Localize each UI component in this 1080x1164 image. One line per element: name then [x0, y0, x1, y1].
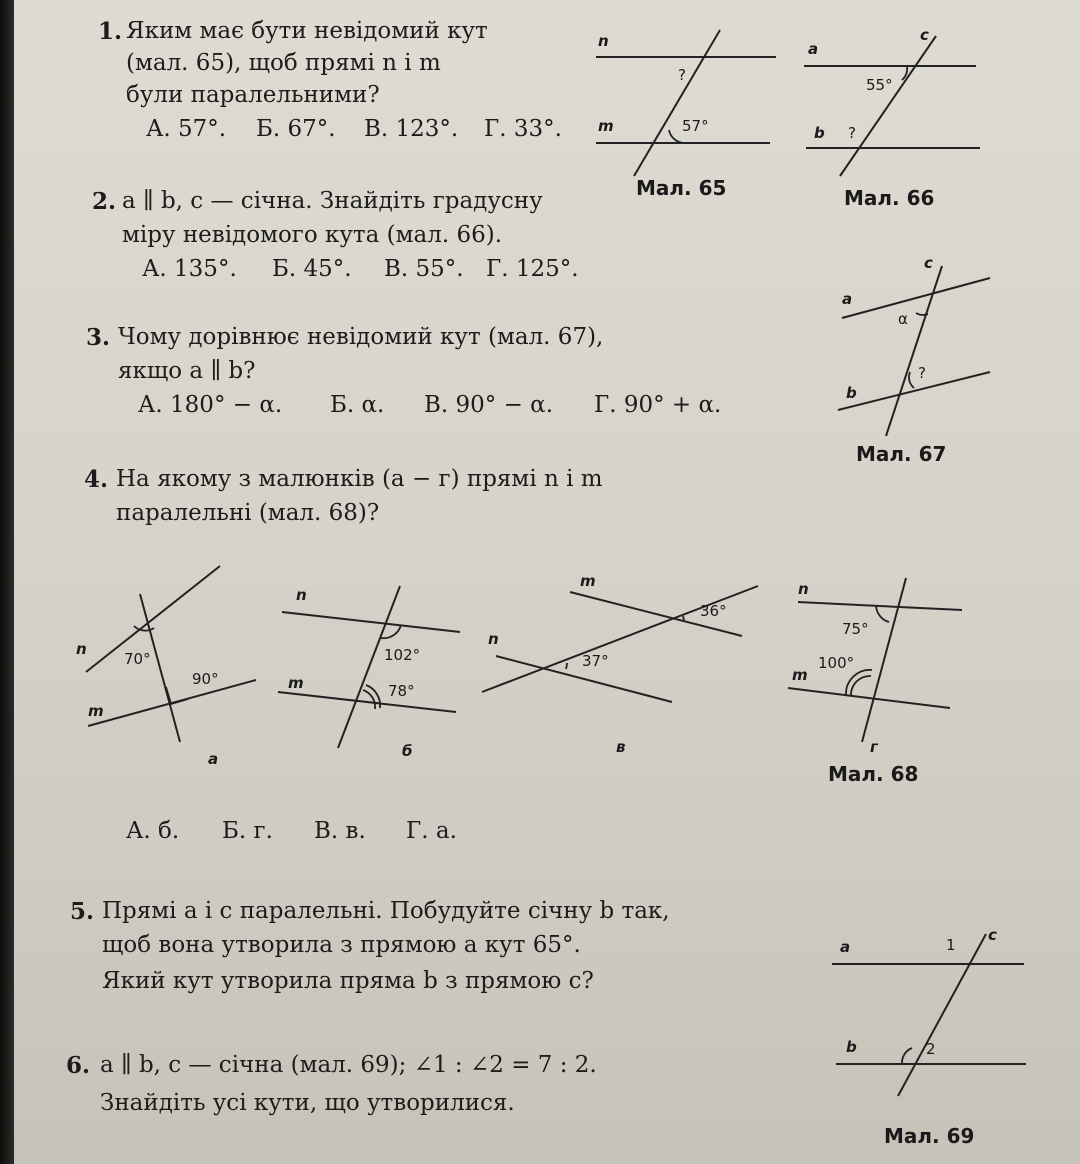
fig68a-line-n [86, 566, 220, 672]
fig68d-label-n: n [798, 580, 809, 598]
fig68a-angle2: 90° [192, 670, 219, 688]
fig68c-angle2: 36° [700, 602, 727, 620]
fig69-label-b: b [846, 1038, 857, 1056]
fig68-caption: Мал. 68 [828, 762, 919, 786]
fig68c-angle-arc-1 [566, 663, 567, 669]
fig69-angle-2: 2 [926, 1040, 936, 1058]
q2-option-a: А. 135°. [142, 256, 237, 282]
fig65-transversal [634, 30, 720, 176]
fig69-label-c: c [988, 926, 997, 944]
fig68c-angle1: 37° [582, 652, 609, 670]
figure-68-b [278, 586, 460, 760]
q5-line-3: Який кут утворила пряма b з прямою c? [102, 968, 594, 994]
q1-option-a: А. 57°. [146, 116, 227, 142]
fig69-label-a: a [840, 938, 851, 956]
fig68a-angle1: 70° [124, 650, 151, 668]
fig68d-label-m: m [792, 666, 808, 684]
q1-number: 1. [98, 18, 123, 45]
q2-line-2: міру невідомого кута (мал. 66). [122, 222, 503, 248]
q2-line-1: a ∥ b, c — січна. Знайдіть градусну [122, 188, 543, 214]
q1-option-c: В. 123°. [364, 116, 459, 142]
q6-number: 6. [66, 1052, 91, 1079]
fig68a-transversal [140, 594, 180, 742]
q5-number: 5. [70, 898, 95, 925]
fig68d-angle-arc-2b [851, 676, 871, 696]
q3-line-2: якщо a ∥ b? [118, 358, 256, 384]
fig65-angle: 57° [682, 117, 709, 135]
fig67-line-b [838, 372, 990, 410]
q2-option-b: Б. 45°. [272, 256, 352, 282]
fig65-label-m: m [598, 117, 614, 135]
fig68a-label-n: n [76, 640, 87, 658]
fig68c-letter: в [616, 738, 626, 756]
q3-option-c: В. 90° − α. [424, 392, 554, 418]
fig69-angle-1: 1 [946, 936, 956, 954]
fig68b-transversal [338, 586, 400, 748]
fig68b-letter: б [402, 742, 413, 760]
q1-line-1: Яким має бути невідомий кут [126, 18, 488, 44]
fig69-angle-arc-2 [902, 1048, 912, 1064]
fig67-line-a [842, 278, 990, 318]
q5-line-1: Прямі a і c паралельні. Побудуйте січну b так, [102, 898, 670, 924]
fig68d-angle-arc-1 [876, 605, 889, 622]
fig67-transversal-c [886, 266, 942, 436]
fig66-caption: Мал. 66 [844, 186, 935, 210]
q4-line-1: На якому з малюнків (а − г) прямі n і m [116, 466, 603, 492]
q1-option-d: Г. 33°. [484, 116, 562, 142]
fig68b-label-m: m [288, 674, 304, 692]
fig65-caption: Мал. 65 [636, 176, 727, 200]
fig66-transversal-c [840, 36, 936, 176]
q2-option-d: Г. 125°. [486, 256, 579, 282]
q3-option-a: А. 180° − α. [138, 392, 283, 418]
fig68d-angle1: 75° [842, 620, 869, 638]
figure-68-a [76, 566, 256, 768]
q4-option-a: А. б. [126, 818, 180, 844]
fig68d-transversal [862, 578, 906, 742]
figure-66 [804, 26, 980, 176]
fig66-unknown: ? [848, 124, 856, 142]
fig68c-label-m: m [580, 572, 596, 590]
figure-67 [838, 254, 990, 436]
fig68d-line-n [798, 602, 962, 610]
fig68c-label-n: n [488, 630, 499, 648]
fig66-label-c: c [920, 26, 929, 44]
fig68b-label-n: n [296, 586, 307, 604]
figure-69 [832, 926, 1026, 1096]
fig67-unknown: ? [918, 364, 926, 382]
fig65-label-n: n [598, 32, 609, 50]
fig68a-label-m: m [88, 702, 104, 720]
fig68b-angle-arc-2a [366, 685, 380, 708]
q3-line-1: Чому дорівнює невідомий кут (мал. 67), [118, 324, 604, 350]
q6-line-2: Знайдіть усі кути, що утворилися. [100, 1090, 515, 1116]
fig67-alpha: α [898, 310, 908, 328]
fig66-angle: 55° [866, 76, 893, 94]
q4-option-c: В. в. [314, 818, 366, 844]
q2-number: 2. [92, 188, 117, 215]
q4-option-d: Г. а. [406, 818, 457, 844]
fig66-label-a: a [808, 40, 819, 58]
fig68b-line-m [278, 692, 456, 712]
fig68d-angle-arc-2a [846, 670, 872, 695]
fig68b-angle1: 102° [384, 646, 421, 664]
q2-option-c: В. 55°. [384, 256, 464, 282]
fig69-caption: Мал. 69 [884, 1124, 975, 1148]
q3-option-d: Г. 90° + α. [594, 392, 722, 418]
q3-option-b: Б. α. [330, 392, 385, 418]
figure-68-c [482, 572, 758, 756]
fig68b-angle-arc-2b [363, 690, 375, 709]
q3-number: 3. [86, 324, 111, 351]
fig66-label-b: b [814, 124, 825, 142]
fig68a-letter: а [208, 750, 219, 768]
fig67-unknown-arc [909, 372, 914, 388]
q6-line-1: a ∥ b, c — січна (мал. 69); ∠1 : ∠2 = 7 : 2. [100, 1052, 597, 1078]
figure-68-d [788, 578, 962, 756]
fig67-caption: Мал. 67 [856, 442, 947, 466]
q1-line-3: були паралельними? [126, 82, 380, 108]
fig68d-angle2: 100° [818, 654, 855, 672]
fig68b-line-n [282, 612, 460, 632]
fig67-label-a: a [842, 290, 853, 308]
q1-line-2: (мал. 65), щоб прямі n і m [126, 50, 441, 76]
fig67-label-b: b [846, 384, 857, 402]
fig67-label-c: c [924, 254, 933, 272]
fig68d-line-m [788, 688, 950, 708]
fig68c-angle-arc-2 [683, 616, 684, 622]
fig68d-letter: г [870, 738, 878, 756]
fig69-transversal-c [898, 934, 986, 1096]
q4-number: 4. [84, 466, 109, 493]
q5-line-2: щоб вона утворила з прямою a кут 65°. [102, 932, 581, 958]
q4-line-2: паралельні (мал. 68)? [116, 500, 380, 526]
fig68b-angle2: 78° [388, 682, 415, 700]
q1-option-b: Б. 67°. [256, 116, 336, 142]
q4-option-b: Б. г. [222, 818, 273, 844]
fig65-unknown: ? [678, 66, 686, 84]
figure-65 [596, 30, 776, 176]
